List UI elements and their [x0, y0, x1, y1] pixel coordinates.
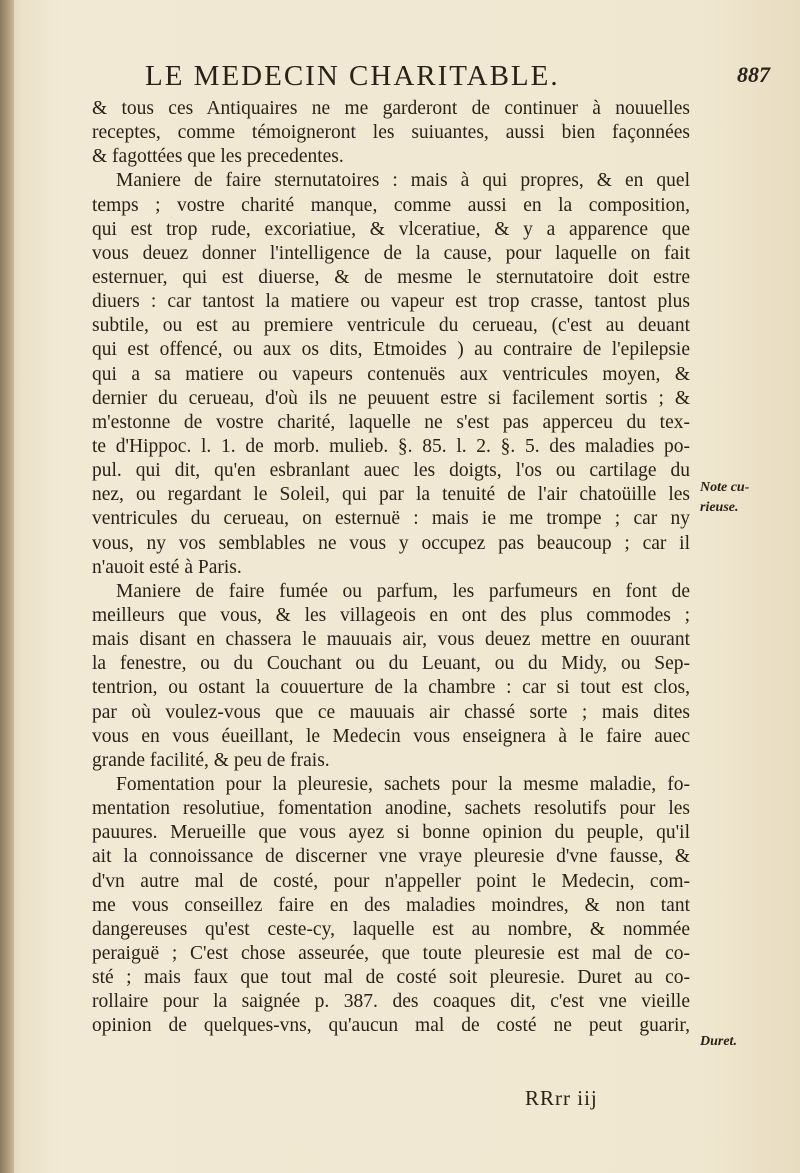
- text-line: tentrion, ou ostant la couuerture de la chambre : car si tout est clos,: [92, 677, 690, 699]
- margin-note-line: Note cu-: [700, 480, 750, 495]
- page-header: [145, 60, 770, 100]
- text-line: opinion de quelques-vns, qu'aucun mal de costé ne peut guarir,: [92, 1015, 690, 1037]
- text-line: sté ; mais faux que tout mal de costé soit pleuresie. Duret au co-: [92, 967, 690, 989]
- text-line: peraiguë ; C'est chose asseurée, que toute pleuresie est mal de co-: [92, 942, 690, 964]
- text-line: mais disant en chassera le mauuais air, vous deuez mettre en ouurant: [92, 629, 690, 651]
- text-line: meilleurs que vous, & les villageois en ont des plus commodes ;: [92, 604, 690, 626]
- body-text: [92, 97, 690, 1038]
- text-line: te d'Hippoc. l. 1. de morb. mulieb. §. 85. l. 2. §. 5. des maladies po-: [92, 435, 690, 457]
- text-line: d'vn autre mal de costé, pour n'appeller point le Medecin, com-: [92, 870, 690, 892]
- text-line: vous deuez donner l'intelligence de la cause, pour laquelle on fait: [92, 242, 690, 264]
- text-line: la fenestre, ou du Couchant ou du Leuant, ou du Midy, ou Sep-: [92, 653, 690, 675]
- text-line: grande facilité, & peu de frais.: [92, 749, 330, 771]
- signature-mark: RRrr iij: [525, 1086, 598, 1110]
- text-line: temps ; vostre charité manque, comme aussi en la composition,: [92, 194, 690, 216]
- text-line: ait la connoissance de discerner vne vraye pleuresie d'vne fausse, &: [92, 846, 690, 868]
- running-title: LE MEDECIN CHARITABLE.: [145, 60, 560, 92]
- margin-note-line: rieuse.: [700, 500, 739, 515]
- margin-note-line: Duret.: [700, 1034, 737, 1049]
- text-line: par où voulez-vous que ce mauuais air chassé sorte ; mais dites: [92, 701, 690, 723]
- text-line: nez, ou regardant le Soleil, qui par la tenuité de l'air chatoüille les: [92, 484, 690, 506]
- text-line: rollaire pour la saignée p. 387. des coaques dit, c'est vne vieille: [92, 991, 690, 1013]
- text-line: pauures. Merueille que vous ayez si bonne opinion du peuple, qu'il: [92, 822, 690, 844]
- text-line: & fagottées que les precedentes.: [92, 146, 344, 168]
- margin-note-curieuse: [700, 478, 780, 518]
- text-line: mentation resolutiue, fomentation anodine, sachets resolutifs pour les: [92, 798, 690, 820]
- text-line: me vous conseillez faire en des maladies moindres, & non tant: [92, 894, 690, 916]
- text-line: diuers : car tantost la matiere ou vapeur est trop crasse, tantost plus: [92, 291, 690, 313]
- text-line: vous, ny vos semblables ne vous y occupez pas beaucoup ; car il: [92, 532, 690, 554]
- text-line: subtile, ou est au premiere ventricule du cerueau, (c'est au deuant: [92, 315, 690, 337]
- page-number: 887: [737, 62, 770, 87]
- text-line: dangereuses qu'est ceste-cy, laquelle est au nombre, & nommée: [92, 918, 690, 940]
- text-line: Maniere de faire fumée ou parfum, les parfumeurs en font de: [116, 580, 690, 602]
- text-line: qui est offencé, ou aux os dits, Etmoides ) au contraire de l'epilepsie: [92, 339, 690, 361]
- text-line: & tous ces Antiquaires ne me garderont de continuer à nouuelles: [92, 98, 690, 119]
- text-line: ventricules du cerueau, on esternuë : mais ie me trompe ; car ny: [92, 508, 690, 530]
- book-binding-edge: [0, 0, 14, 1173]
- text-line: qui est trop rude, excoriatiue, & vlceratiue, & y a apparence que: [92, 218, 690, 240]
- text-line: dernier du cerueau, d'où ils ne peuuent estre si facilement sortis ; &: [92, 387, 690, 409]
- text-line: Maniere de faire sternutatoires : mais à qui propres, & en quel: [116, 170, 690, 192]
- text-line: pul. qui dit, qu'en esbranlant auec les doigts, l'os ou cartilage du: [92, 460, 690, 482]
- text-line: Fomentation pour la pleuresie, sachets pour la mesme maladie, fo-: [116, 773, 690, 795]
- text-line: receptes, comme témoigneront les suiuantes, aussi bien façonnées: [92, 122, 690, 144]
- text-line: n'auoit esté à Paris.: [92, 556, 242, 578]
- margin-note-duret: [700, 1032, 780, 1052]
- text-line: esternuer, qui est diuerse, & de mesme le sternutatoire doit estre: [92, 266, 690, 288]
- text-line: qui a sa matiere ou vapeurs contenuës aux ventricules moyen, &: [92, 363, 690, 385]
- text-line: vous en vous éueillant, le Medecin vous enseignera à le faire auec: [92, 725, 690, 747]
- text-line: m'estonne de vostre charité, laquelle ne s'est pas apperceu du tex-: [92, 411, 690, 433]
